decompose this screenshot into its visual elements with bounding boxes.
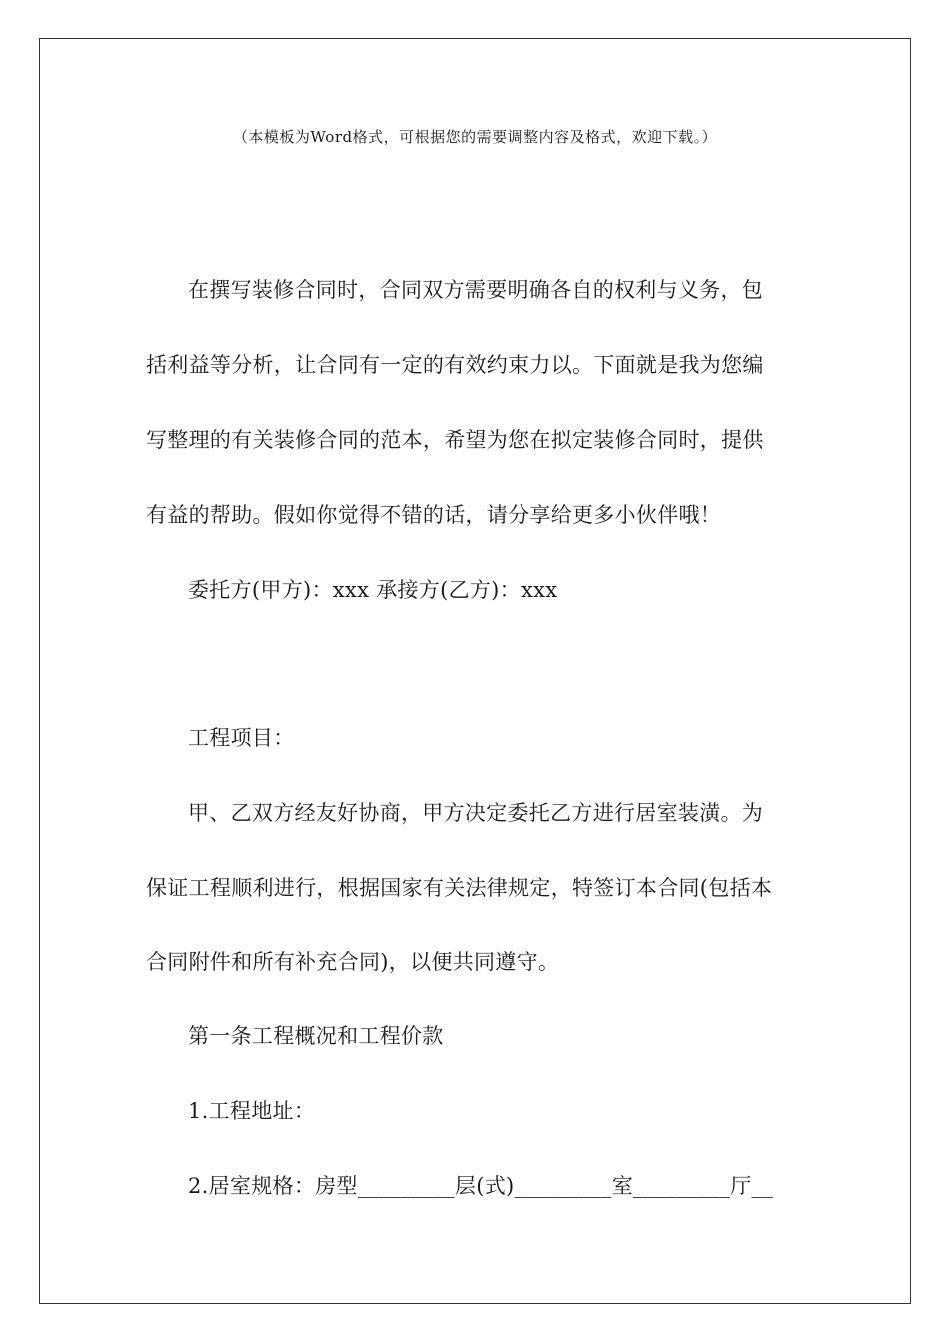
project-para-line-2: 保证工程顺利进行，根据国家有关法律规定，特签订本合同(包括本: [146, 876, 773, 900]
intro-line-4: 有益的帮助。假如你觉得不错的话，请分享给更多小伙伴哦！: [146, 503, 722, 527]
template-note: （本模板为Word格式，可根据您的需要调整内容及格式，欢迎下载。）: [232, 128, 718, 146]
item-1-address: 1.工程地址：: [188, 1099, 316, 1123]
article-1-heading: 第一条工程概况和工程价款: [188, 1024, 444, 1048]
item-2-room-spec: 2.居室规格：房型_________层(式)_________室_________厅__: [188, 1174, 774, 1198]
project-heading: 工程项目：: [188, 726, 295, 750]
project-para-line-1: 甲、乙双方经友好协商，甲方决定委托乙方进行居室装潢。为: [188, 801, 764, 825]
page-border: [39, 38, 911, 1304]
intro-line-2: 括利益等分析，让合同有一定的有效约束力以。下面就是我为您编: [146, 353, 764, 377]
intro-line-3: 写整理的有关装修合同的范本，希望为您在拟定装修合同时，提供: [146, 428, 764, 452]
parties-line: 委托方(甲方)：xxx 承接方(乙方)：xxx: [188, 578, 558, 602]
intro-line-1: 在撰写装修合同时，合同双方需要明确各自的权利与义务，包: [188, 278, 764, 302]
project-para-line-3: 合同附件和所有补充合同)，以便共同遵守。: [146, 950, 560, 974]
